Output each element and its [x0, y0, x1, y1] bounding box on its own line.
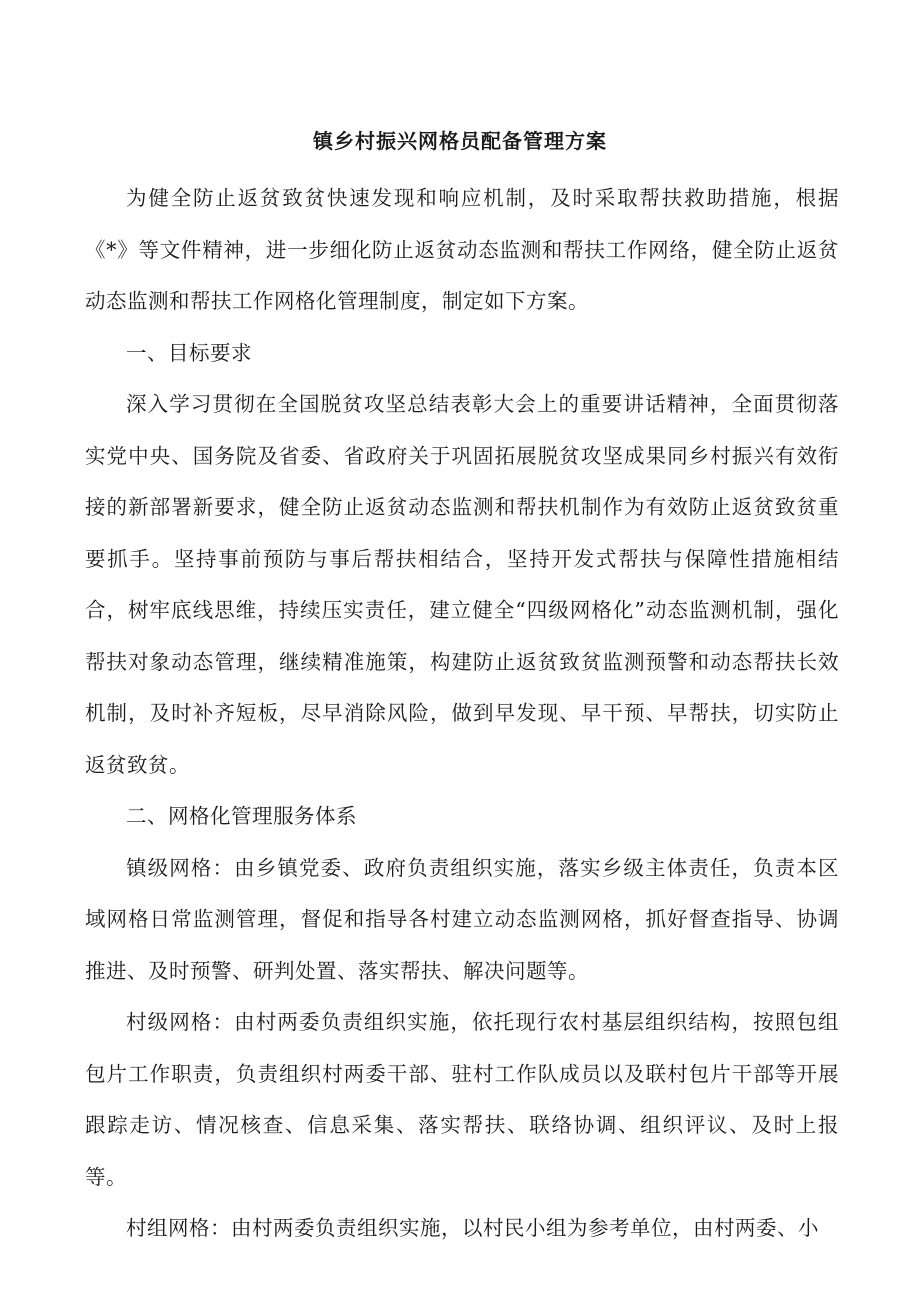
section-heading-grid-system: 二、网格化管理服务体系	[126, 804, 357, 828]
document-body	[85, 173, 839, 1255]
document-title: 镇乡村振兴网格员配备管理方案	[313, 129, 607, 153]
paragraph-village-grid: 村级网格：由村两委负责组织实施，依托现行农村基层组织结构，按照包组包片工作职责，负责组织村两委干部、驻村工作队成员以及联村包片干部等开展跟踪走访、情况核查、信息采集、落实帮扶、联络协调、组织评议、及时上报等。	[85, 1010, 839, 1189]
paragraph-group-grid: 村组网格：由村两委负责组织实施，以村民小组为参考单位，由村两委、小	[126, 1216, 819, 1240]
paragraph-intro: 为健全防止返贫致贫快速发现和响应机制，及时采取帮扶救助措施，根据《*》等文件精神，进一步细化防止返贫动态监测和帮扶工作网络，健全防止返贫动态监测和帮扶工作网格化管理制度，制定如下方案。	[85, 186, 839, 313]
section-heading-goals: 一、目标要求	[126, 340, 252, 365]
paragraph-goals: 深入学习贯彻在全国脱贫攻坚总结表彰大会上的重要讲话精神，全面贯彻落实党中央、国务院及省委、省政府关于巩固拓展脱贫攻坚成果同乡村振兴有效衔接的新部署新要求，健全防止返贫动态监测和帮扶机制作为有效防止返贫致贫重要抓手。坚持事前预防与事后帮扶相结合，坚持开发式帮扶与保障性措施相结合，树牢底线思维，持续压实责任，建立健全“四级网格化”动态监测机制，强化帮扶对象动态管理，继续精准施策，构建防止返贫致贫监测预警和动态帮扶长效机制，及时补齐短板，尽早消除风险，做到早发现、早干预、早帮扶，切实防止返贫致贫。	[85, 392, 839, 777]
paragraph-town-grid: 镇级网格：由乡镇党委、政府负责组织实施，落实乡级主体责任，负责本区域网格日常监测管理，督促和指导各村建立动态监测网格，抓好督查指导、协调推进、及时预警、研判处置、落实帮扶、解决问题等。	[85, 855, 839, 983]
